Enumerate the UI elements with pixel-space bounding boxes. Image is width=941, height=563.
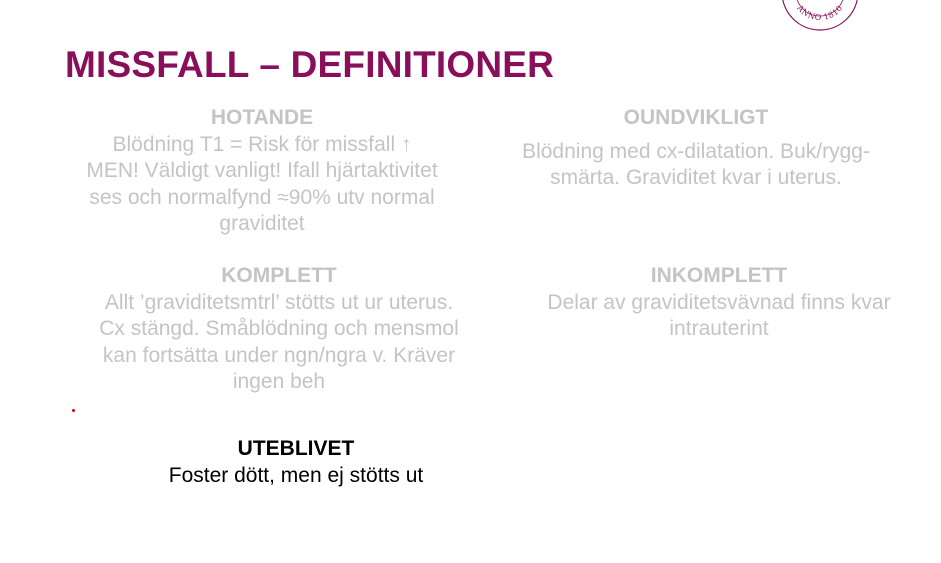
body-line: Blödning T1 = Risk för missfall ↑ bbox=[112, 132, 412, 156]
section-heading: HOTANDE bbox=[210, 106, 314, 129]
section-body bbox=[62, 132, 462, 238]
section-body bbox=[496, 139, 896, 192]
body-line: ses och normalfynd ≈90% utv normal bbox=[89, 185, 435, 209]
svg-text:ANNO 1810 bbox=[795, 3, 845, 22]
body-line: Allt ’graviditetsmtrl’ stötts ut ur uterus. bbox=[104, 290, 454, 314]
body-line: MEN! Väldigt vanligt! Ifall hjärtaktivitet bbox=[86, 159, 438, 182]
body-line: graviditet bbox=[219, 212, 305, 235]
body-line: Cx stängd. Småblödning och mensmol bbox=[99, 317, 459, 340]
body-line: Delar av graviditetsvävnad finns kvar bbox=[547, 290, 891, 314]
body-line: ingen beh bbox=[232, 370, 326, 393]
section-heading: KOMPLETT bbox=[221, 264, 337, 287]
section-heading: OUNDVIKLIGT bbox=[623, 106, 769, 129]
section-heading: UTEBLIVET bbox=[237, 437, 355, 460]
body-line: intrauterint bbox=[669, 317, 769, 340]
section-inkomplett bbox=[519, 263, 919, 343]
body-line: kan fortsätta under ngn/ngra v. Kräver bbox=[102, 343, 456, 367]
section-hotande bbox=[62, 105, 462, 238]
section-body bbox=[519, 290, 919, 343]
seal-text: ANNO 1810 bbox=[795, 3, 845, 23]
section-body bbox=[96, 463, 496, 490]
university-seal-logo bbox=[780, 0, 860, 32]
section-body bbox=[79, 290, 479, 396]
body-line: smärta. Graviditet kvar i uterus. bbox=[550, 166, 842, 189]
section-komplett bbox=[79, 263, 479, 396]
pointer-dot bbox=[72, 409, 75, 412]
section-heading: INKOMPLETT bbox=[650, 264, 788, 287]
section-uteblivet bbox=[96, 436, 496, 489]
body-line: Foster dött, men ej stötts ut bbox=[168, 463, 424, 487]
page-title: MISSFALL – DEFINITIONER bbox=[65, 44, 555, 85]
body-line: Blödning med cx-dilatation. Buk/rygg- bbox=[522, 139, 870, 163]
section-oundvikligt bbox=[496, 105, 896, 192]
